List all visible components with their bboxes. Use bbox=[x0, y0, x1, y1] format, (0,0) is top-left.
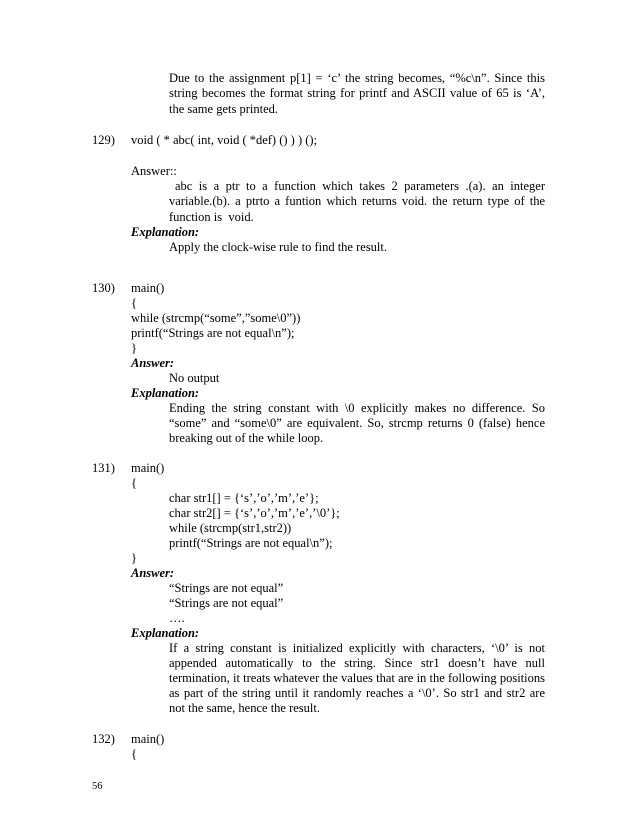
code-line: while (strcmp(“some”,”some\0”)) bbox=[131, 311, 301, 325]
answer-text: No output bbox=[169, 371, 220, 385]
explanation-line: “some” and “some\0” are equivalent. So, strcmp returns 0 (false) hence bbox=[169, 416, 545, 430]
explanation-label: Explanation: bbox=[131, 626, 200, 640]
answer-label: Answer: bbox=[131, 566, 175, 580]
answer-line: abc is a ptr to a function which takes 2 parameters .(a). an integer bbox=[175, 179, 545, 193]
code-line: printf(“Strings are not equal\n”); bbox=[169, 536, 333, 550]
explanation-text: Apply the clock-wise rule to find the result. bbox=[169, 240, 387, 254]
explanation-line: Ending the string constant with \0 explicitly makes no difference. So bbox=[169, 401, 545, 415]
code-line: char str1[] = {‘s’,’o’,’m’,’e’}; bbox=[169, 491, 319, 505]
code-line: } bbox=[131, 341, 137, 355]
explanation-line: If a string constant is initialized explicitly with characters, ‘\0’ is not bbox=[169, 641, 545, 655]
explanation-line: not the same, hence the result. bbox=[169, 701, 320, 715]
code-line: { bbox=[131, 476, 137, 490]
explanation-line: breaking out of the while loop. bbox=[169, 431, 324, 445]
code-line: printf(“Strings are not equal\n”); bbox=[131, 326, 295, 340]
code-line: main() bbox=[131, 732, 165, 746]
answer-line: “Strings are not equal” bbox=[169, 596, 284, 610]
question-number: 131) bbox=[92, 461, 115, 475]
page-number: 56 bbox=[92, 781, 103, 792]
code-line: { bbox=[131, 296, 137, 310]
explanation-line: appended automatically to the string. Since str1 doesn’t have null bbox=[169, 656, 545, 670]
answer-line: “Strings are not equal” bbox=[169, 581, 284, 595]
question-number: 130) bbox=[92, 281, 115, 295]
intro-line: string becomes the format string for printf and ASCII value of 65 is ‘A’, bbox=[169, 86, 545, 100]
code-line: main() bbox=[131, 461, 165, 475]
question-number: 129) bbox=[92, 133, 115, 147]
code-line: char str2[] = {‘s’,’o’,’m’,’e’,’\0’}; bbox=[169, 506, 340, 520]
intro-line: the same gets printed. bbox=[169, 102, 278, 116]
answer-line: …. bbox=[169, 611, 185, 625]
code-line: { bbox=[131, 747, 137, 761]
explanation-label: Explanation: bbox=[131, 386, 200, 400]
question-number: 132) bbox=[92, 732, 115, 746]
code-line: } bbox=[131, 551, 137, 565]
explanation-label: Explanation: bbox=[131, 225, 200, 239]
code-line: main() bbox=[131, 281, 165, 295]
intro-line: Due to the assignment p[1] = ‘c’ the string becomes, “%c\n”. Since this bbox=[169, 71, 545, 85]
answer-label: Answer: bbox=[131, 356, 175, 370]
explanation-line: as part of the string until it randomly reaches a ‘\0’. So str1 and str2 are bbox=[169, 686, 545, 700]
answer-line: variable.(b). a ptrto a funtion which returns void. the return type of the bbox=[169, 194, 545, 208]
code-line: void ( * abc( int, void ( *def) () ) ) (); bbox=[131, 133, 318, 147]
answer-label: Answer:: bbox=[131, 164, 177, 178]
explanation-line: termination, it treats whatever the values that are in the following positions bbox=[169, 671, 545, 685]
answer-line: function is void. bbox=[169, 210, 254, 224]
code-line: while (strcmp(str1,str2)) bbox=[169, 521, 292, 535]
